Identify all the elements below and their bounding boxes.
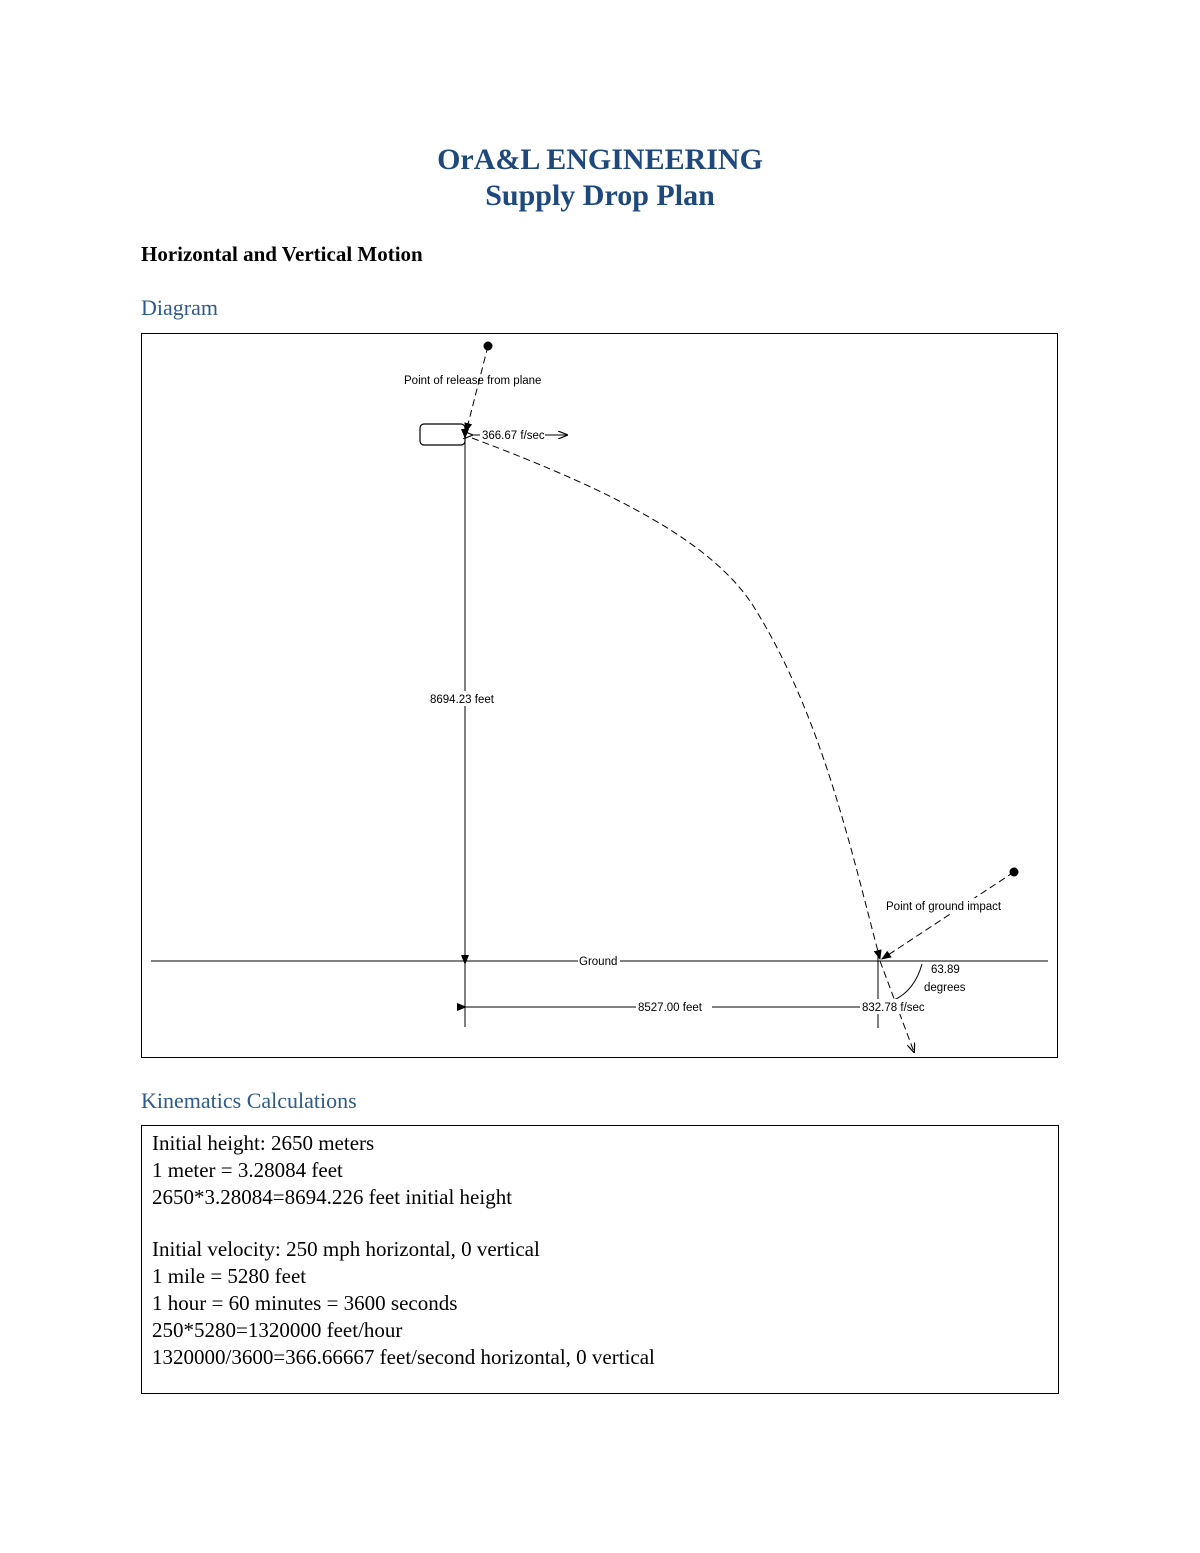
calc-line: 1320000/3600=366.66667 feet/second horizontal, 0 vertical bbox=[152, 1345, 655, 1369]
kinematics-heading: Kinematics Calculations bbox=[141, 1088, 357, 1113]
impact-point-label: Point of ground impact bbox=[886, 901, 1002, 913]
diagram-frame bbox=[141, 333, 1058, 1058]
section-heading: Horizontal and Vertical Motion bbox=[141, 242, 423, 266]
initial-velocity-label: 366.67 f/sec bbox=[482, 430, 545, 442]
angle-unit-label: degrees bbox=[924, 982, 966, 994]
calc-line: 1 mile = 5280 feet bbox=[152, 1264, 307, 1288]
release-leader-line bbox=[466, 346, 488, 432]
height-label: 8694.23 feet bbox=[430, 694, 494, 706]
calc-line: 1 meter = 3.28084 feet bbox=[152, 1158, 343, 1182]
calc-line: 2650*3.28084=8694.226 feet initial height bbox=[152, 1185, 513, 1209]
calculations-box bbox=[141, 1125, 1059, 1394]
release-point-label: Point of release from plane bbox=[404, 375, 542, 387]
trajectory-curve bbox=[472, 438, 880, 959]
ground-label: Ground bbox=[579, 956, 618, 968]
calc-line: Initial height: 2650 meters bbox=[152, 1131, 375, 1155]
angle-value-label: 63.89 bbox=[931, 964, 960, 976]
company-title: OrA&L ENGINEERING bbox=[437, 143, 763, 176]
document-title: Supply Drop Plan bbox=[485, 179, 715, 212]
distance-label: 8527.00 feet bbox=[638, 1002, 702, 1014]
calc-line: Initial velocity: 250 mph horizontal, 0 vertical bbox=[152, 1237, 540, 1261]
calc-spacer bbox=[152, 1211, 1048, 1236]
trajectory-diagram bbox=[142, 334, 1059, 1059]
plane-shape bbox=[420, 424, 465, 445]
angle-arc bbox=[894, 964, 922, 1000]
calc-line: 250*5280=1320000 feet/hour bbox=[152, 1318, 403, 1342]
impact-velocity-label: 832.78 f/sec bbox=[862, 1002, 925, 1014]
calc-line: 1 hour = 60 minutes = 3600 seconds bbox=[152, 1291, 458, 1315]
diagram-heading: Diagram bbox=[141, 295, 218, 320]
impact-leader-line bbox=[882, 872, 1014, 959]
